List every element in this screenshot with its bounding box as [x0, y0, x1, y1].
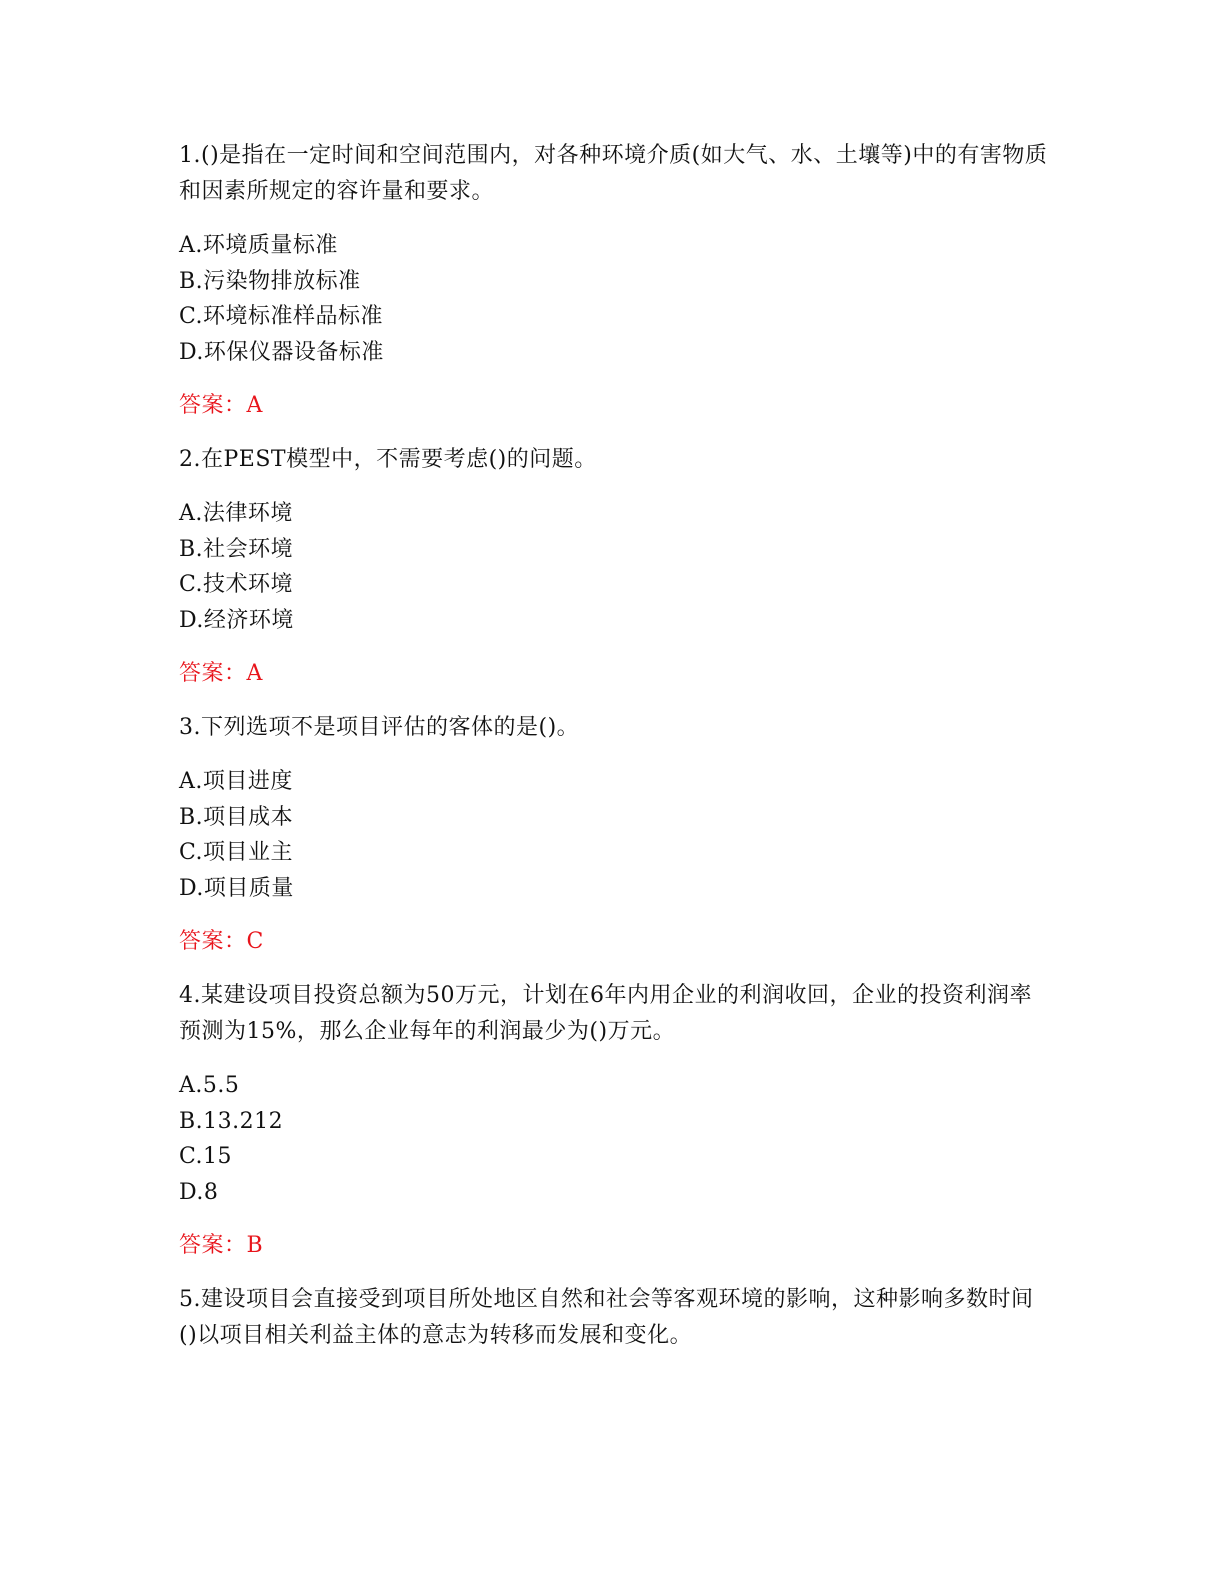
- answer-text: 答案：A: [179, 661, 263, 686]
- question-5: [179, 1282, 1049, 1354]
- option-b: B.项目成本: [179, 804, 294, 830]
- option-d: D.8: [179, 1179, 219, 1205]
- document-page: [179, 138, 1049, 1372]
- option-d: D.项目质量: [179, 875, 294, 901]
- option-list: [179, 764, 1049, 906]
- option-a: A.环境质量标准: [179, 233, 338, 258]
- option-b: B.污染物排放标准: [179, 268, 361, 294]
- option-c: C.项目业主: [179, 840, 294, 865]
- option-a: A.法律环境: [179, 501, 293, 526]
- option-list: [179, 1068, 1049, 1210]
- option-a: A.项目进度: [179, 769, 293, 794]
- option-b: B.社会环境: [179, 536, 294, 562]
- option-c: C.技术环境: [179, 572, 294, 597]
- option-list: [179, 228, 1049, 370]
- question-4: [179, 978, 1049, 1264]
- question-text: 2.在PEST模型中，不需要考虑()的问题。: [179, 447, 597, 472]
- question-text: 4.某建设项目投资总额为50万元，计划在6年内用企业的利润收回，企业的投资利润率预测为15%，那么企业每年的利润最少为()万元。: [179, 983, 1032, 1044]
- option-b: B.13.212: [179, 1108, 284, 1134]
- option-c: C.环境标准样品标准: [179, 304, 384, 329]
- option-d: D.经济环境: [179, 607, 294, 633]
- option-a: A.5.5: [179, 1073, 240, 1098]
- option-d: D.环保仪器设备标准: [179, 339, 384, 365]
- answer-text: 答案：C: [179, 929, 264, 954]
- option-list: [179, 496, 1049, 638]
- question-1: [179, 138, 1049, 424]
- question-3: [179, 710, 1049, 960]
- answer-text: 答案：B: [179, 1233, 264, 1258]
- question-text: 1.()是指在一定时间和空间范围内，对各种环境介质(如大气、水、土壤等)中的有害物质和因素所规定的容许量和要求。: [179, 143, 1048, 204]
- option-c: C.15: [179, 1144, 233, 1169]
- question-text: 3.下列选项不是项目评估的客体的是()。: [179, 715, 580, 740]
- question-2: [179, 442, 1049, 692]
- answer-text: 答案：A: [179, 393, 263, 418]
- question-text: 5.建设项目会直接受到项目所处地区自然和社会等客观环境的影响，这种影响多数时间()以项目相关利益主体的意志为转移而发展和变化。: [179, 1287, 1034, 1348]
